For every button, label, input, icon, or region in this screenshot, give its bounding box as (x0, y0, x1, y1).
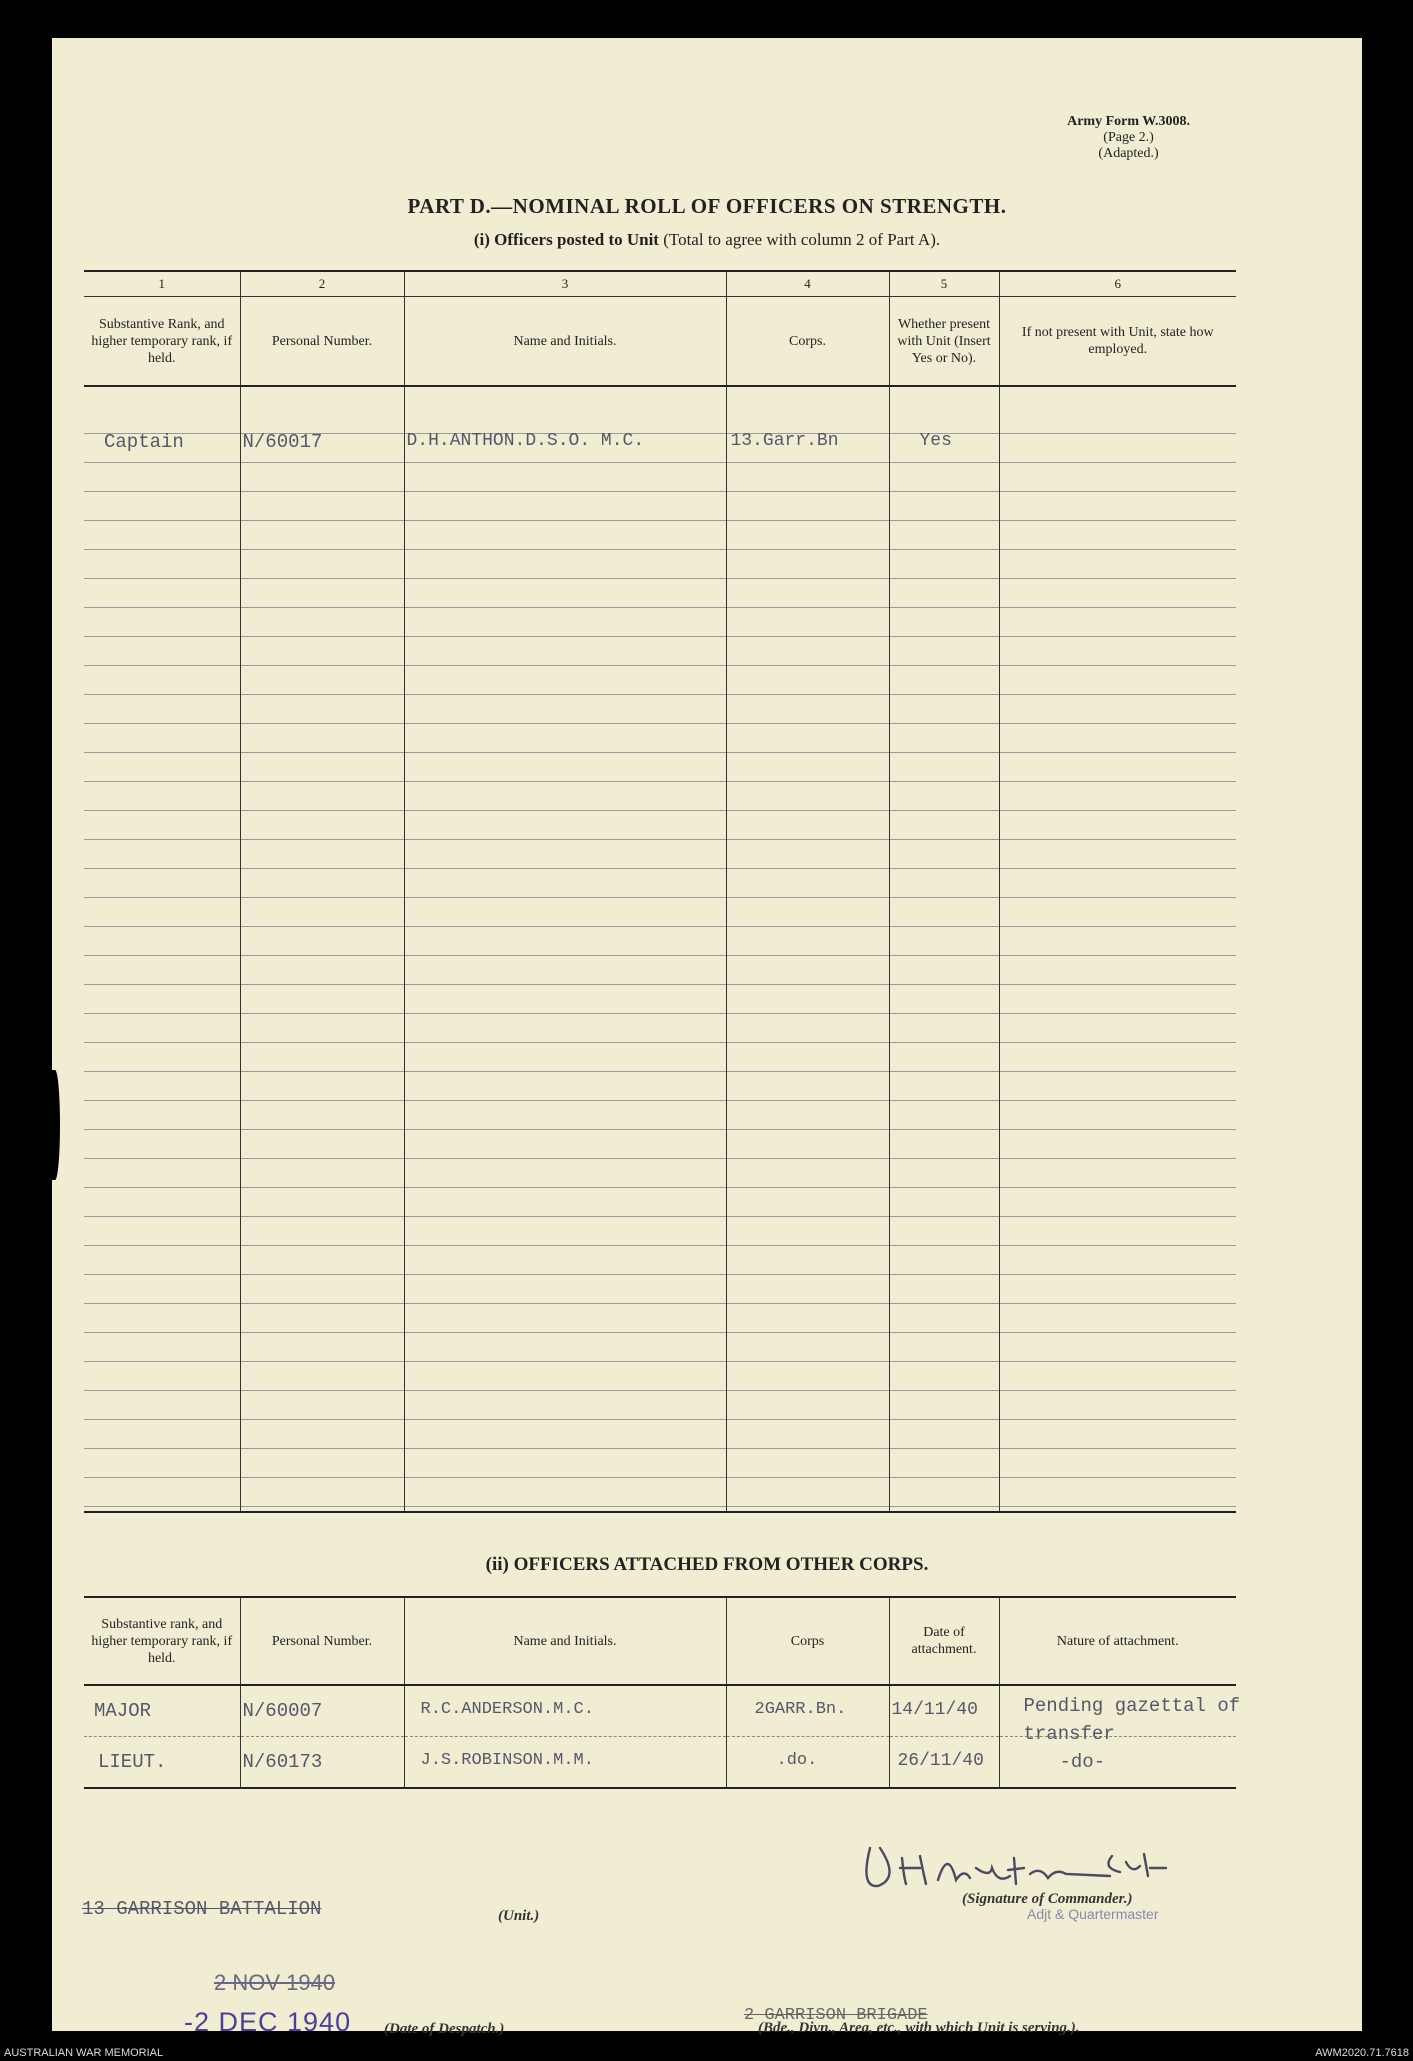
header-present: Whether present with Unit (Insert Yes or No). (889, 297, 999, 387)
rank-value: Captain (104, 431, 184, 453)
date-label: (Date of Despatch.) (384, 2021, 505, 2037)
header-nature: Nature of attachment. (999, 1597, 1236, 1685)
header-date: Date of attachment. (889, 1597, 999, 1685)
present-value: Yes (919, 431, 952, 451)
number-cell (240, 1737, 404, 1789)
nature-cell (999, 1737, 1236, 1789)
rank-value: LIEUT. (98, 1751, 167, 1773)
corps-column (726, 386, 889, 1512)
header-rank: Substantive Rank, and higher temporary rank, if held. (84, 297, 240, 387)
employed-column (999, 386, 1236, 1512)
form-number: Army Form W.3008. (1067, 114, 1190, 129)
header-name: Name and Initials. (404, 1597, 726, 1685)
header-personal-number: Personal Number. (240, 1597, 404, 1685)
number-column (240, 386, 404, 1512)
present-column (889, 386, 999, 1512)
date-stamp: -2 DEC 1940 (184, 2007, 352, 2037)
header-rank: Substantive rank, and higher temporary rank, if held. (84, 1597, 240, 1685)
rank-cell (84, 1685, 240, 1737)
rank-cell (84, 1737, 240, 1789)
officers-posted-table (84, 270, 1236, 1513)
personal-number-value: N/60017 (242, 431, 323, 453)
rank-value: MAJOR (94, 1700, 152, 1722)
corps-cell (726, 1737, 889, 1789)
header-employed: If not present with Unit, state how employed. (999, 297, 1236, 387)
caption-right: AWM2020.71.7618 (1315, 2047, 1409, 2059)
date-cell (889, 1685, 999, 1737)
date-struck: 2 NOV 1940 (214, 1970, 336, 1995)
corps-cell (726, 1685, 889, 1737)
table-body-row (84, 386, 1236, 1512)
name-value: J.S.ROBINSON.M.M. (420, 1751, 594, 1770)
name-cell (404, 1685, 726, 1737)
name-value: R.C.ANDERSON.M.C. (420, 1700, 594, 1719)
part-ii-title: (ii) OFFICERS ATTACHED FROM OTHER CORPS. (485, 1554, 929, 1575)
nature-cell (999, 1685, 1241, 1745)
header-corps: Corps. (726, 297, 889, 387)
corps-value: 2GARR.Bn. (754, 1700, 847, 1719)
brigade-value: 2 GARRISON BRIGADE (744, 2006, 928, 2025)
form-page-number: (Page 2.) (1103, 130, 1154, 145)
form-adapted: (Adapted.) (1098, 146, 1159, 161)
nature-value: Pending gazettal of transfer (1023, 1695, 1241, 1745)
date-value: 26/11/40 (897, 1751, 984, 1771)
header-row (84, 297, 1236, 387)
column-number-row (84, 271, 1236, 297)
paper-tear (50, 1070, 60, 1180)
unit-value: 13 GARRISON BATTALION (82, 1898, 322, 1920)
table-row (84, 1685, 1236, 1737)
officers-attached-table (84, 1596, 1241, 1789)
part-d-subtitle-rest: (Total to agree with column 2 of Part A). (658, 230, 941, 249)
header-name: Name and Initials. (404, 297, 726, 387)
col-number: 1 (84, 271, 240, 297)
col-number: 3 (404, 271, 726, 297)
number-cell (240, 1685, 404, 1737)
part-d-title: PART D.—NOMINAL ROLL OF OFFICERS ON STRENGTH. (407, 194, 1007, 218)
rank-column (84, 386, 240, 1512)
corps-value: .do. (776, 1751, 818, 1770)
header-row (84, 1597, 1236, 1685)
personal-number-value: N/60007 (242, 1700, 323, 1722)
part-d-subtitle (52, 230, 1362, 250)
name-cell (404, 1737, 726, 1789)
part-d-subtitle-bold: (i) Officers posted to Unit (473, 230, 659, 249)
unit-label: (Unit.) (498, 1908, 540, 1924)
caption-left: AUSTRALIAN WAR MEMORIAL (4, 2047, 164, 2059)
signature-label: (Signature of Commander.) (962, 1891, 1133, 1907)
col-number: 5 (889, 271, 999, 297)
form-reference (1067, 114, 1190, 162)
brigade-label: (Bde., Divn., Area, etc., with which Unit is serving.). (758, 2020, 1080, 2036)
nature-value: -do- (1059, 1751, 1106, 1773)
col-number: 2 (240, 271, 404, 297)
header-personal-number: Personal Number. (240, 297, 404, 387)
date-cell (889, 1737, 999, 1789)
header-corps: Corps (726, 1597, 889, 1685)
table-row (84, 1737, 1236, 1789)
personal-number-value: N/60173 (242, 1751, 323, 1773)
name-value: D.H.ANTHON.D.S.O. M.C. (406, 431, 645, 451)
form-page (52, 38, 1362, 2037)
corps-value: 13.Garr.Bn (730, 431, 839, 451)
col-number: 4 (726, 271, 889, 297)
archive-caption (0, 2047, 1413, 2061)
date-value: 14/11/40 (891, 1700, 978, 1720)
quartermaster-stamp: Adjt & Quartermaster (1027, 1906, 1159, 1922)
name-column (404, 386, 726, 1512)
col-number: 6 (999, 271, 1236, 297)
